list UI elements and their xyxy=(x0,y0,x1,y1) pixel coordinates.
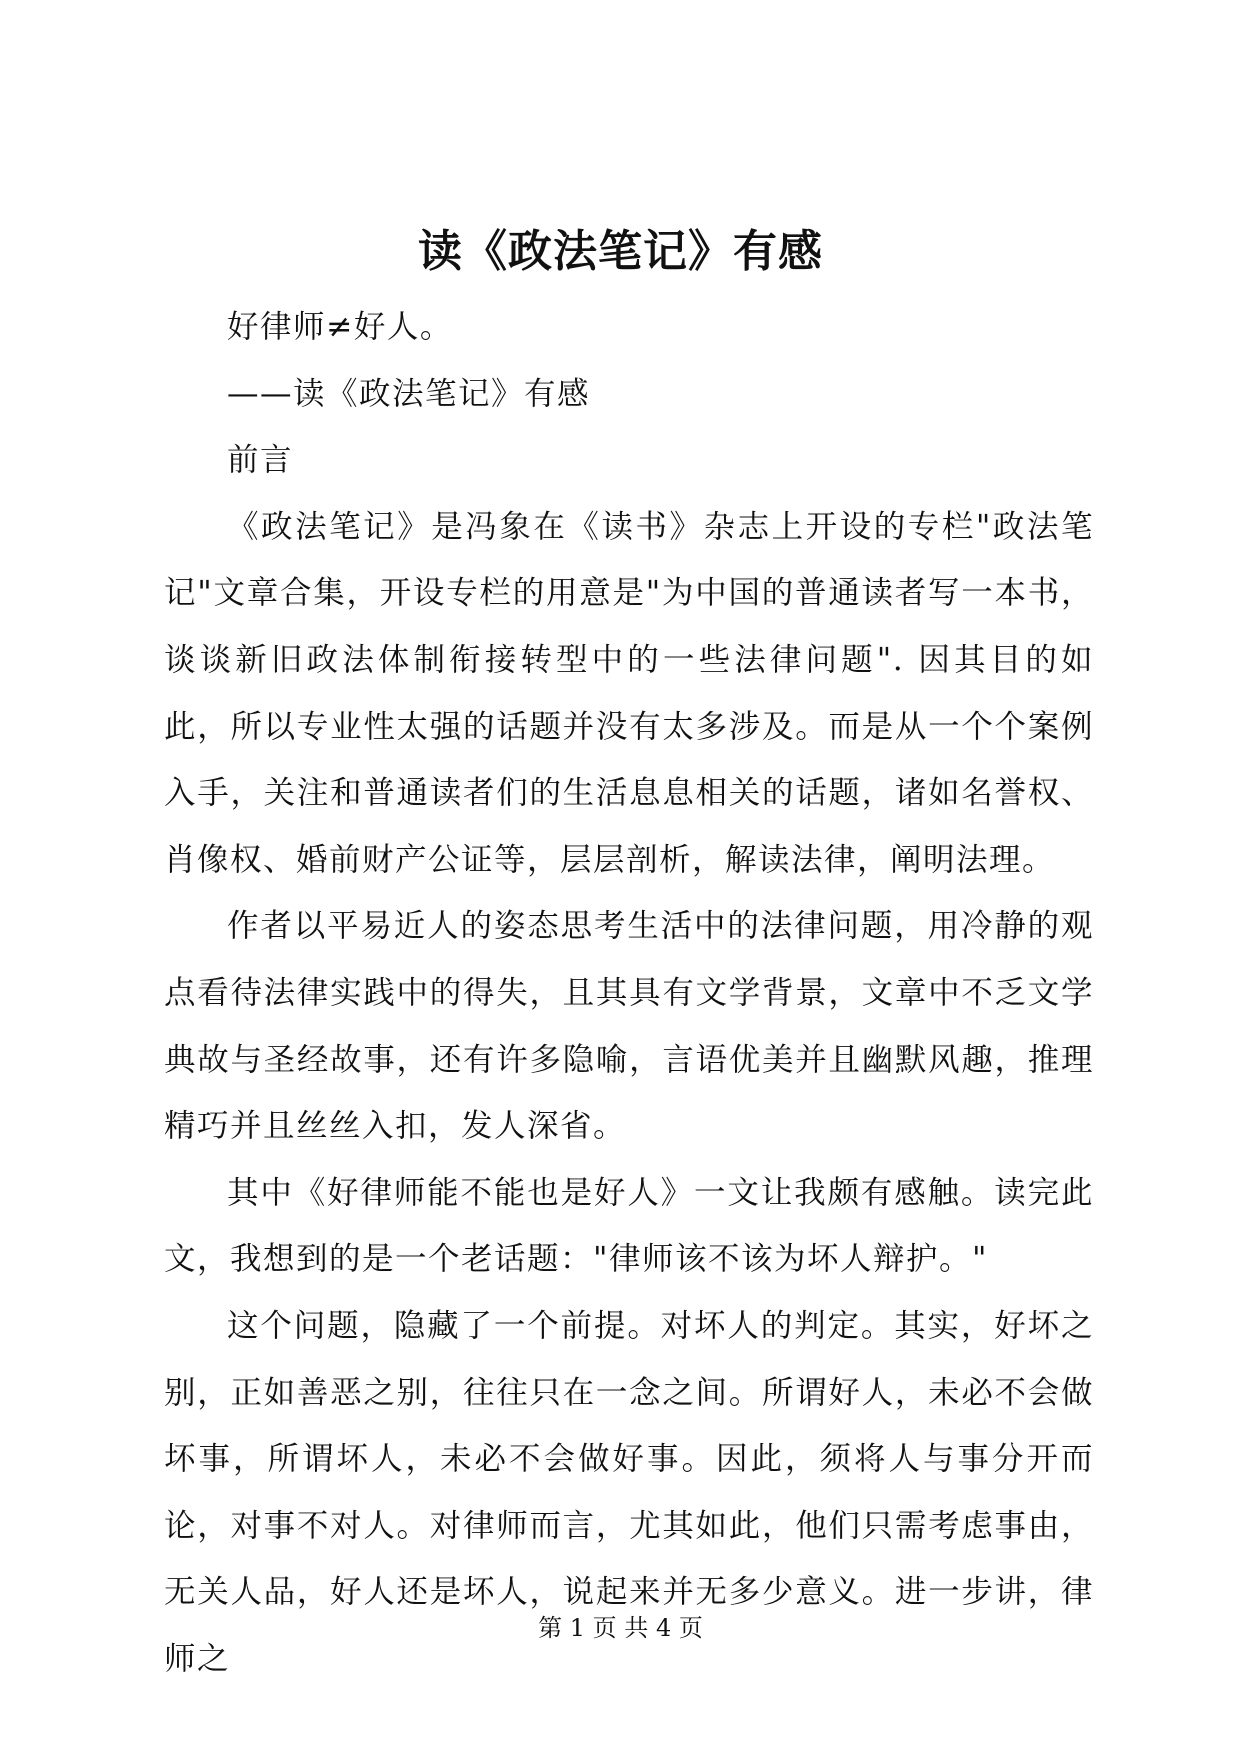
paragraph-intro: 《政法笔记》是冯象在《读书》杂志上开设的专栏"政法笔记"文章合集，开设专栏的用意是"为中国的普通读者写一本书，谈谈新旧政法体制衔接转型中的一些法律问题". 因其目的如此，所以专业性太强的话题并没有太多涉及。而是从一个个案例入手，关注和普通读者们的生活息息相关的话题，诸如名誉权、肖像权、婚前财产公证等，层层剖析，解读法律，阐明法理。 xyxy=(164,508,1094,878)
paragraph-preface-heading: 前言 xyxy=(227,442,294,479)
document-title: 读《政法笔记》有感 xyxy=(418,226,823,277)
page-footer: 第 1 页 共 4 页 xyxy=(538,1614,703,1642)
paragraph-author-style: 作者以平易近人的姿态思考生活中的法律问题，用冷静的观点看待法律实践中的得失，且其具有文学背景，文章中不乏文学典故与圣经故事，还有许多隐喻，言语优美并且幽默风趣，推理精巧并且丝丝入扣，发人深省。 xyxy=(164,908,1094,1145)
paragraph-article-mention: 其中《好律师能不能也是好人》一文让我颇有感触。读完此文，我想到的是一个老话题："律师该不该为坏人辩护。" xyxy=(164,1174,1094,1278)
document-body xyxy=(164,294,1094,1692)
paragraph-byline: ——读《政法笔记》有感 xyxy=(227,375,591,412)
paragraph-subtitle: 好律师≠好人。 xyxy=(227,309,453,345)
paragraph-discussion: 这个问题，隐藏了一个前提。对坏人的判定。其实，好坏之别，正如善恶之别，往往只在一念之间。所谓好人，未必不会做坏事，所谓坏人，未必不会做好事。因此，须将人与事分开而论，对事不对人。对律师而言，尤其如此，他们只需考虑事由，无关人品，好人还是坏人，说起来并无多少意义。进一步讲，律师之 xyxy=(164,1307,1094,1677)
